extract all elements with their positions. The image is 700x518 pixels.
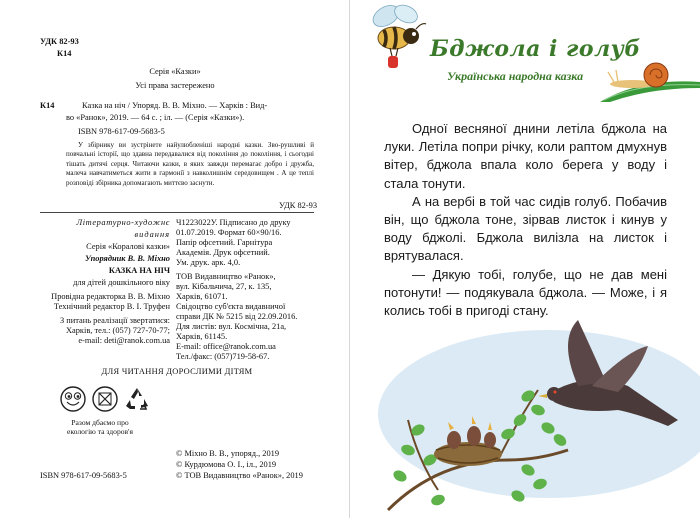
story-title: Бджола і голуб <box>430 36 641 62</box>
publisher-line: Свідоцтво суб'єкта видавничої <box>176 302 286 311</box>
sales-line-1: З питань реалізації звертатися: <box>60 316 170 325</box>
publisher-line: вул. Кібальчича, 27, к. 135, <box>176 282 272 291</box>
publisher-line: справи ДК № 5215 від 22.09.2016. <box>176 312 298 321</box>
bib-line-1: Казка на ніч / Упоряд. В. В. Міхно. — Харків : Вид- <box>82 101 268 110</box>
story-text <box>384 120 667 320</box>
udk-bottom: УДК 82-93 <box>279 201 318 210</box>
isbn-bottom: ISBN 978-617-09-5683-5 <box>40 471 127 480</box>
bee-illustration <box>364 2 434 74</box>
k14-entry: К14 <box>40 101 55 110</box>
printing-line: Папір офсетний. Гарнітура <box>176 238 273 247</box>
isbn-mid: ISBN 978-617-09-5683-5 <box>78 127 165 136</box>
compiler: Упорядник В. В. Міхно <box>85 254 170 263</box>
audience: для дітей дошкільного віку <box>73 278 170 287</box>
pigeon-nest-illustration <box>378 310 700 518</box>
adults-note: ДЛЯ ЧИТАННЯ ДОРОСЛИМИ ДІТЯМ <box>101 367 253 376</box>
eco-icons <box>58 384 154 419</box>
bib-line-2: во «Ранок», 2019. — 64 с. ; іл. — (Серія «Казки»). <box>66 113 245 122</box>
recycle-icon <box>126 388 148 409</box>
publisher-line: E-mail: office@ranok.com.ua <box>176 342 276 351</box>
no-packaging-icon <box>93 387 117 411</box>
eco-line-2: екологію та здоров'я <box>67 427 133 436</box>
publisher-line: Тел./факс: (057)719-58-67. <box>176 352 270 361</box>
series-coral: Серія «Коралові казки» <box>86 242 170 251</box>
abstract: У збірнику ви зустрінете найулюбленіші народні казки. Зво-рушливі й повчальні історії, що здавна передавалися від покоління до покоління, і сьогодні тішать дитячі серця. Читаючи казки, в яких завжди перемагає добро і дружба, малеча навчатиметься жити в гармонії з навколишнім середовищем . А це теплі розповіді збірника допомагають миттєво заснути. <box>66 141 314 187</box>
sales-line-2: Харків, тел.: (057) 727-70-77; <box>65 326 170 335</box>
genre-line-1: Літературно-художнє <box>76 218 170 227</box>
rights-label: Усі права застережено <box>135 81 215 90</box>
publisher-line: ТОВ Видавництво «Ранок», <box>176 272 276 281</box>
printing-line: 01.07.2019. Формат 60×90/16. <box>176 228 282 237</box>
story-paragraph: — Дякую тобі, голубе, що не дав мені потонути! — подякувала бджола. — Може, і я колись тобі в пригоді стану. <box>384 266 667 319</box>
smiley-icon <box>61 387 85 411</box>
lead-editor: Провідна редакторка В. В. Міхно <box>51 292 170 301</box>
printing-line: Ч1223022У. Підписано до друку <box>176 218 291 227</box>
book-title: КАЗКА НА НІЧ <box>108 266 170 275</box>
sales-line-3: e-mail: deti@ranok.com.ua <box>78 336 170 345</box>
publisher-line: Харків, 61145. <box>176 332 228 341</box>
story-paragraph: Одної весняної днини летіла бджола на луки. Летіла попри річку, коли раптом дмухнув вітер, бджола впала коло берега у воду і стала тонути. <box>384 121 667 191</box>
copyright-line: © Курдюмова О. І., іл., 2019 <box>176 460 277 469</box>
snail-illustration <box>600 58 700 102</box>
printing-line: Ум. друк. арк. 4,0. <box>176 258 241 267</box>
story-paragraph: А на вербі в той час сидів голуб. Побачив він, що бджола тоне, зірвав листок і кинув у воду бджолі. Бджола вилізла на листок і врятувалася. <box>384 193 667 264</box>
genre-line-2: видання <box>134 230 170 239</box>
printing-line: Академія. Друк офсетний. <box>176 248 270 257</box>
publisher-line: Для листів: вул. Космічна, 21а, <box>176 322 287 331</box>
series-label: Серія «Казки» <box>149 67 201 76</box>
publisher-line: Харків, 61071. <box>176 292 228 301</box>
copyright-line: © Міхно В. В., упоряд., 2019 <box>176 449 280 458</box>
eco-line-1: Разом дбаємо про <box>71 418 129 427</box>
separator-line <box>40 212 314 213</box>
story-subtitle: Українська народна казка <box>447 69 584 83</box>
story-page <box>350 0 700 518</box>
tech-editor: Технічний редактор В. І. Труфен <box>53 302 170 311</box>
udk-top: УДК 82-93 <box>40 37 79 46</box>
k14-code: К14 <box>57 49 72 58</box>
copyright-line: © ТОВ Видавництво «Ранок», 2019 <box>176 471 303 480</box>
